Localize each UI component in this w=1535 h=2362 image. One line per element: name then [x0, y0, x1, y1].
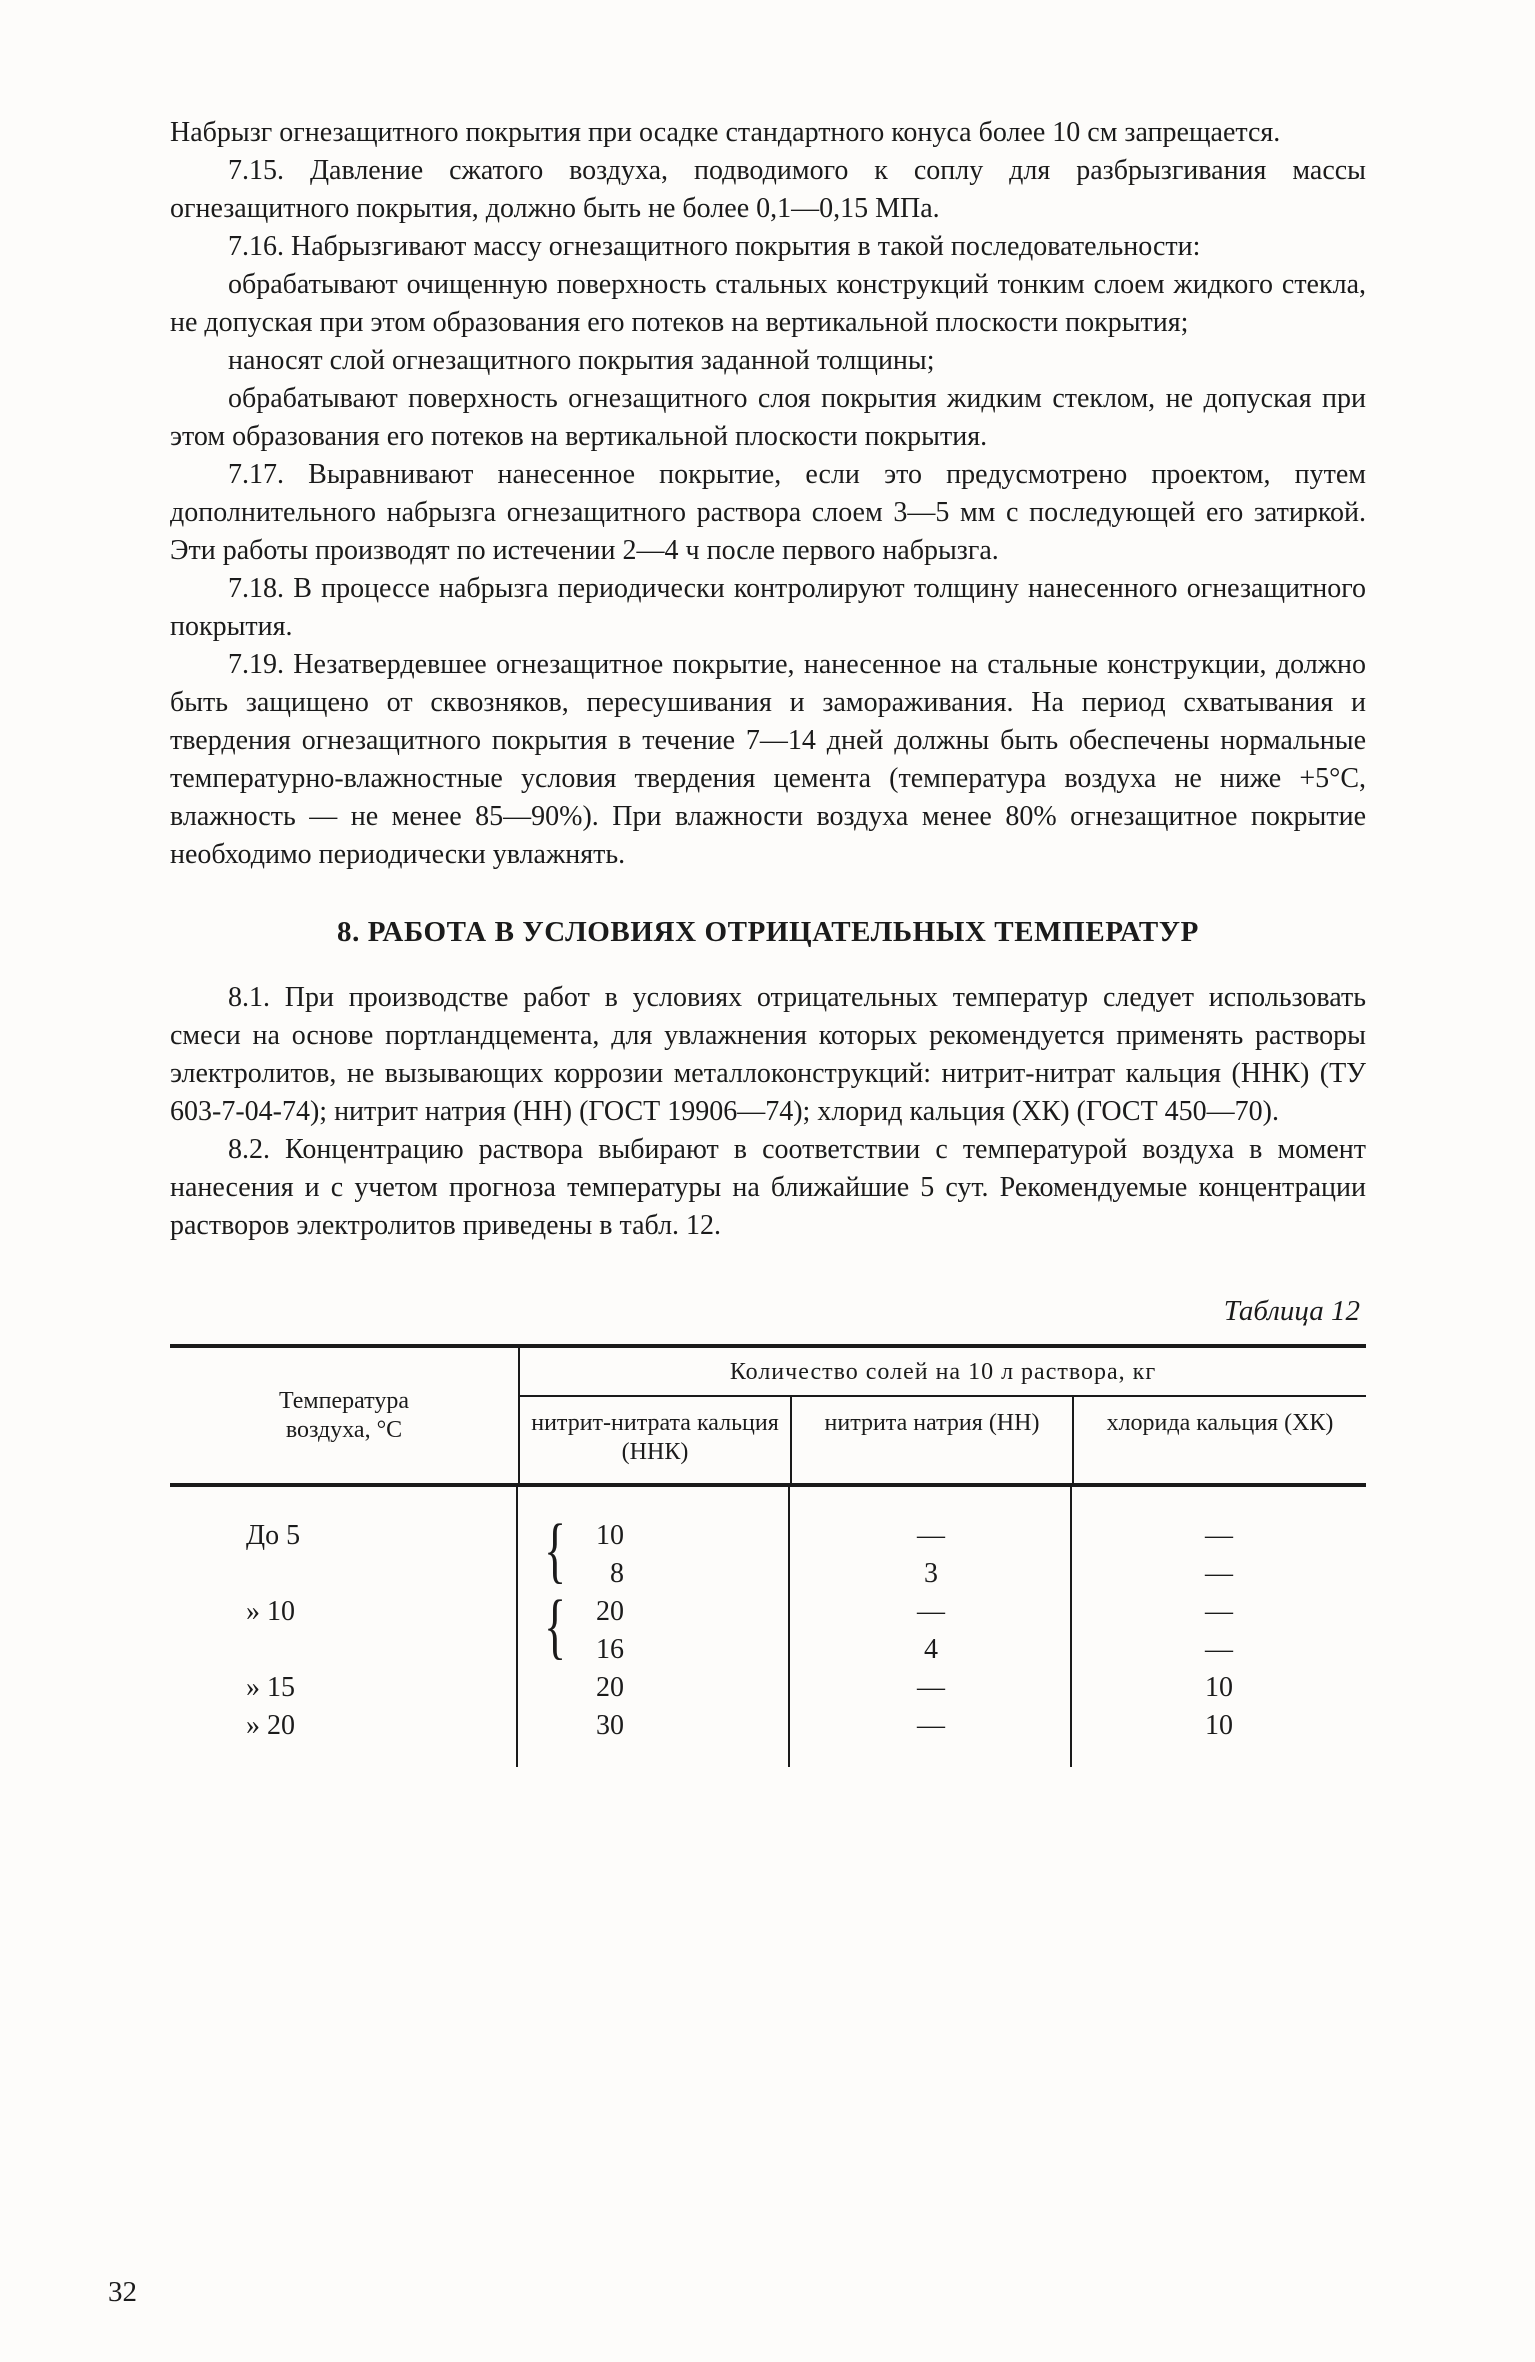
cell-nn: 3 [924, 1558, 938, 1589]
table-caption: Таблица 12 [1223, 1295, 1360, 1327]
cell-nnk-value: 30 [596, 1710, 624, 1741]
cell-nn: — [917, 1520, 945, 1551]
cell-nnk-value: 20 [596, 1596, 624, 1627]
cell-nnk-value: 10 [596, 1520, 624, 1551]
paragraph-7-16-item-2: наносят слой огнезащитного покрытия заданной толщины; [228, 345, 935, 376]
table-header-xk: хлорида кальция (ХК) [1072, 1397, 1366, 1483]
paragraph-8-2: 8.2. Концентрацию раствора выбирают в соответствии с температурой воздуха в момент нанесения и с учетом прогноза температуры на ближайшие 5 сут. Рекомендуемые концентрации растворов электролитов приведены в табл. 12. [170, 1134, 1366, 1241]
table-row [170, 1509, 1366, 1590]
table-12 [170, 1344, 1366, 1767]
cell-nnk-value: 8 [610, 1558, 624, 1589]
cell-nnk [518, 1672, 790, 1704]
table-header-salts-span: Количество солей на 10 л раствора, кг [518, 1348, 1366, 1397]
section-8-heading: 8. РАБОТА В УСЛОВИЯХ ОТРИЦАТЕЛЬНЫХ ТЕМПЕРАТУР [337, 916, 1199, 948]
table-body [170, 1487, 1366, 1767]
cell-nnk [518, 1710, 790, 1742]
cell-nnk-value: 16 [596, 1634, 624, 1665]
table-header-nn: нитрита натрия (НН) [790, 1397, 1072, 1483]
page-content [170, 114, 1366, 1767]
cell-nnk [518, 1509, 790, 1590]
paragraph-8-1: 8.1. При производстве работ в условиях отрицательных температур следует использовать смеси на основе портландцемента, для увлажнения которых рекомендуется применять растворы электролитов, не вызывающих коррозии металлоконструкций: нитрит-нитрат кальция (ННК) (ТУ 603-7-04-74); нитрит натрия (НН) (ГОСТ 19906—74); хлорид кальция (ХК) (ГОСТ 450—70). [170, 982, 1366, 1127]
paragraph-7-17: 7.17. Выравнивают нанесенное покрытие, если это предусмотрено проектом, путем дополнительного набрызга огнезащитного раствора слоем 3—5 мм с последующей его затиркой. Эти работы производят по истечении 2—4 ч после первого набрызга. [170, 459, 1366, 566]
table-row [170, 1707, 1366, 1745]
cell-nn: — [917, 1672, 945, 1703]
table-row [170, 1555, 1366, 1593]
cell-nnk [518, 1634, 790, 1666]
paragraph-7-16: 7.16. Набрызгивают массу огнезащитного покрытия в такой последовательности: [228, 231, 1201, 262]
cell-xk: — [1205, 1634, 1233, 1665]
cell-nn: — [917, 1710, 945, 1741]
cell-xk: — [1205, 1596, 1233, 1627]
paragraph-7-16-item-3: обрабатывают поверхность огнезащитного слоя покрытия жидким стеклом, не допуская при этом образования его потеков на вертикальной плоскости покрытия. [170, 383, 1366, 452]
table-row [170, 1669, 1366, 1707]
table-vertical-rule [1070, 1487, 1072, 1767]
cell-temperature: » 10 [246, 1596, 295, 1627]
cell-xk: 10 [1205, 1672, 1233, 1703]
cell-xk: — [1205, 1520, 1233, 1551]
table-header [170, 1348, 1366, 1487]
paragraph-7-19: 7.19. Незатвердевшее огнезащитное покрытие, нанесенное на стальные конструкции, должно быть защищено от сквозняков, пересушивания и замораживания. На период схватывания и твердения огнезащитного покрытия в течение 7—14 дней должны быть обеспечены нормальные температурно-влажностные условия твердения цемента (температура воздуха не ниже +5°С, влажность — не менее 85—90%). При влажности воздуха менее 80% огнезащитное покрытие необходимо периодически увлажнять. [170, 649, 1366, 870]
cell-nn: 4 [924, 1634, 938, 1665]
paragraph-7-18: 7.18. В процессе набрызга периодически контролируют толщину нанесенного огнезащитного покрытия. [170, 573, 1366, 642]
page-number: 32 [108, 2276, 137, 2308]
cell-temperature: До 5 [246, 1520, 301, 1551]
left-brace-icon: { [544, 1585, 567, 1666]
table-header-temperature-label: Температура воздуха, °С [279, 1387, 409, 1443]
paragraph-7-15: 7.15. Давление сжатого воздуха, подводимого к соплу для разбрызгивания массы огнезащитного покрытия, должно быть не более 0,1—0,15 МПа. [170, 155, 1366, 224]
table-row [170, 1631, 1366, 1669]
cell-temperature: » 15 [246, 1672, 295, 1703]
table-header-temperature [170, 1348, 518, 1483]
paragraph-intro: Набрызг огнезащитного покрытия при осадке стандартного конуса более 10 см запрещается. [170, 117, 1281, 148]
cell-xk: — [1205, 1558, 1233, 1589]
table-header-nnk: нитрит-нитрата кальция (ННК) [518, 1397, 790, 1483]
left-brace-icon: { [544, 1509, 567, 1590]
cell-nn: — [917, 1596, 945, 1627]
paragraph-7-16-item-1: обрабатывают очищенную поверхность стальных конструкций тонким слоем жидкого стекла, не допуская при этом образования его потеков на вертикальной плоскости покрытия; [170, 269, 1366, 338]
cell-xk: 10 [1205, 1710, 1233, 1741]
cell-nnk-value: 20 [596, 1672, 624, 1703]
cell-temperature: » 20 [246, 1710, 295, 1741]
